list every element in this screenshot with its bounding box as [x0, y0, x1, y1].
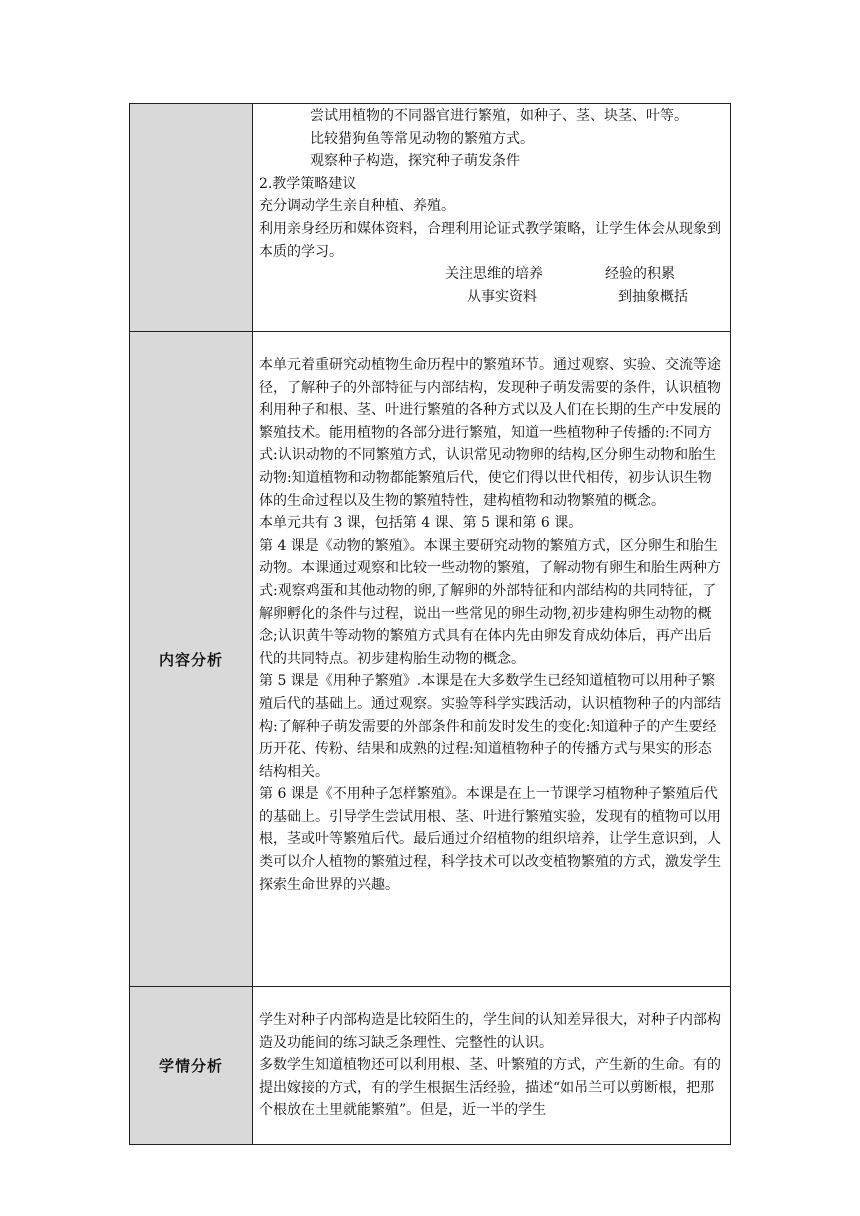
concept-label: 关注思维的培养: [445, 266, 543, 283]
analysis-paragraph: 第 6 课是《不用种子怎样繁殖》。本课是在上一节课学习植物种子繁殖后代的基础上。引导学生尝试用根、茎、叶进行繁殖实验，发现有的植物可以用根，茎或叶等繁殖后代。最后通过介绍植物的组织培养，让学生意识到，人类可以介人植物的繁殖过程，科学技术可以改变植物繁殖的方式，激发学生探索生命世界的兴趣。: [259, 786, 721, 893]
row-label: 内容分析: [130, 332, 253, 987]
table-row-strategy: [130, 104, 731, 332]
table-row-content-analysis: [130, 332, 731, 987]
row-label-empty: [130, 104, 253, 332]
strategy-heading: 2.教学策略建议: [259, 175, 357, 192]
analysis-paragraph: 学生对种子内部构造是比较陌生的，学生间的认知差异很大，对种子内部构造及功能间的练习缺乏条理性、完整性的认识。: [259, 1012, 721, 1051]
concept-row: [259, 263, 724, 286]
concept-row: [259, 286, 724, 309]
concept-label: 经验的积累: [605, 266, 675, 283]
lesson-plan-table: [129, 103, 731, 1145]
strategy-cell: [253, 104, 731, 332]
concept-label: 从事实资料: [467, 288, 537, 305]
student-analysis-cell: [253, 987, 731, 1145]
row-label: 学情分析: [130, 987, 253, 1145]
activity-line: 尝试用植物的不同器官进行繁殖，如种子、茎、块茎、叶等。: [310, 108, 688, 124]
strategy-paragraph: 充分调动学生亲自种植、养殖。: [259, 198, 455, 215]
table-row-student-analysis: [130, 987, 731, 1145]
activity-line: 比较猎狗鱼等常见动物的繁殖方式。: [310, 130, 534, 147]
analysis-paragraph: 本单元共有 3 课，包括第 4 课、第 5 课和第 6 课。: [259, 515, 583, 532]
analysis-paragraph: 第 5 课是《用种子繁殖》.本课是在大多数学生已经知道植物可以用种子繁殖后代的基础上。通过观察。实验等科学实践活动，认识植物种子的内部结构:了解种子萌发需要的外部条件和前发时发生的变化:知道种子的产生要经历开花、传粉、结果和成熟的过程:知道植物种子的传播方式与果实的形态结构相关。: [259, 673, 721, 780]
concept-label: 到抽象概括: [618, 288, 688, 305]
content-analysis-cell: [253, 332, 731, 987]
activity-line: 观察种子构造，探究种子萌发条件: [310, 153, 520, 170]
analysis-paragraph: 第 4 课是《动物的繁殖》。本课主要研究动物的繁殖方式，区分卵生和胎生动物。本课通过观察和比较一些动物的繁殖，了解动物有卵生和胎生两种方式:观察鸡蛋和其他动物的卵,了解卵的外部特征和内部结构的共同特征，了解卵孵化的条件与过程，说出一些常见的卵生动物,初步建构卵生动物的概念;认识黄牛等动物的繁殖方式具有在体内先由卵发育成幼体后，再产出后代的共同特点。初步建构胎生动物的概念。: [259, 537, 721, 667]
analysis-paragraph: 本单元着重研究动植物生命历程中的繁殖环节。通过观察、实验、交流等途径，了解种子的外部特征与内部结构，发现种子萌发需要的条件，认识植物利用种子和根、茎、叶进行繁殖的各种方式以及人们在长期的生产中发展的繁殖技术。能用植物的各部分进行繁殖，知道一些植物种子传播的:不同方式:认识动物的不同繁殖方式，认识常见动物卵的结构,区分卵生动物和胎生动物:知道植物和动物都能繁殖后代，使它们得以世代相传，初步认识生物体的生命过程以及生物的繁殖特性，建构植物和动物繁殖的概念。: [259, 357, 721, 509]
analysis-paragraph: 多数学生知道植物还可以利用根、茎、叶繁殖的方式，产生新的生命。有的提出嫁接的方式，有的学生根据生活经验，描述“如吊兰可以剪断根，把那个根放在土里就能繁殖”。但是，近一半的学生: [259, 1057, 721, 1119]
strategy-paragraph: 利用亲身经历和媒体资料，合理利用论证式教学策略，让学生体会从现象到本质的学习。: [259, 220, 721, 260]
